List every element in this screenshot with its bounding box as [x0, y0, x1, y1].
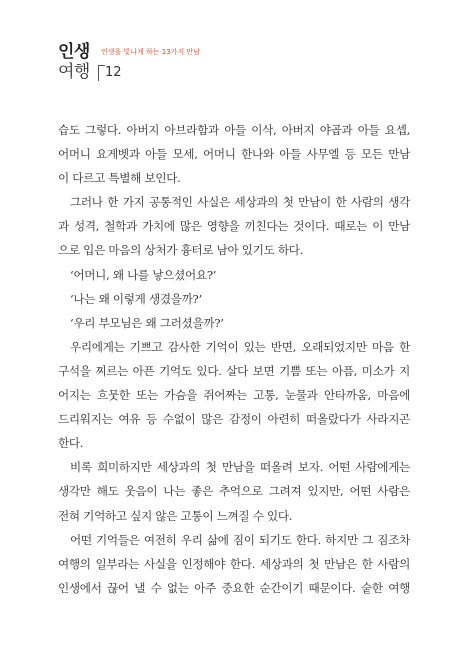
text-line: 과 성격, 철학과 가치에 많은 영향을 끼친다는 것이다. 때로는 이 만남	[58, 219, 410, 234]
text-line: ‘나는 왜 이렇게 생겼을까?’	[70, 291, 202, 306]
text-line: 그러나 한 가지 공통적인 사실은 세상과의 첫 만남이 한 사람의 생각	[70, 195, 410, 210]
text-line: 어머니 요게벳과 아들 모세, 어머니 한나와 아들 사무엘 등 모든 만남	[58, 147, 410, 162]
body-text	[58, 118, 410, 600]
text-line: 우리에게는 기쁘고 감사한 기억이 있는 반면, 오래되었지만 마음 한	[70, 339, 410, 354]
text-line: 습도 그렇다. 아버지 아브라함과 아들 이삭, 아버지 야곱과 아들 요셉,	[58, 123, 410, 137]
text-line: 어떤 기억들은 여전히 우리 삶에 짐이 되기도 한다. 하지만 그 짐조차	[70, 532, 410, 547]
text-line: 구석을 찌르는 아픈 기억도 있다. 살다 보면 기쁨 또는 아픔, 미소가 지	[58, 363, 410, 378]
text-line: 으로 입은 마음의 상처가 흉터로 남아 있기도 하다.	[58, 243, 304, 258]
text-line: 한다.	[58, 436, 84, 451]
series-title-line1: 인생	[58, 42, 90, 62]
running-header	[58, 42, 258, 92]
page-bracket-divider	[98, 65, 105, 81]
text-line: 생각만 해도 웃음이 나는 좋은 추억으로 그려져 있지만, 어떤 사람은	[58, 484, 410, 499]
text-line: ‘우리 부모님은 왜 그러셨을까?’	[70, 315, 224, 330]
text-line: 이 다르고 특별해 보인다.	[58, 171, 181, 186]
text-line: 비록 희미하지만 세상과의 첫 만남을 떠올려 보자. 어떤 사람에게는	[70, 460, 410, 475]
text-line: 어지는 흐뭇한 또는 가슴을 쥐어짜는 고통, 눈물과 안타까움, 마음에	[58, 388, 410, 403]
text-line: 인생에서 끊어 낼 수 없는 아주 중요한 순간이기 때문이다. 숱한 여행	[58, 580, 410, 595]
text-line: ‘어머니, 왜 나를 낳으셨어요?’	[70, 267, 217, 282]
page-number: 12	[105, 65, 122, 80]
series-subtitle: 인생을 빛나게 하는 13가지 만남	[101, 48, 200, 56]
text-line: 드리워지는 여유 등 수없이 많은 감정이 아련히 떠올랐다가 사라지곤	[58, 412, 410, 427]
series-title-line2: 여행	[58, 62, 90, 82]
text-line: 여행의 일부라는 사실을 인정해야 한다. 세상과의 첫 만남은 한 사람의	[58, 556, 410, 571]
text-line: 전혀 기억하고 싶지 않은 고통이 느껴질 수 있다.	[58, 508, 293, 523]
